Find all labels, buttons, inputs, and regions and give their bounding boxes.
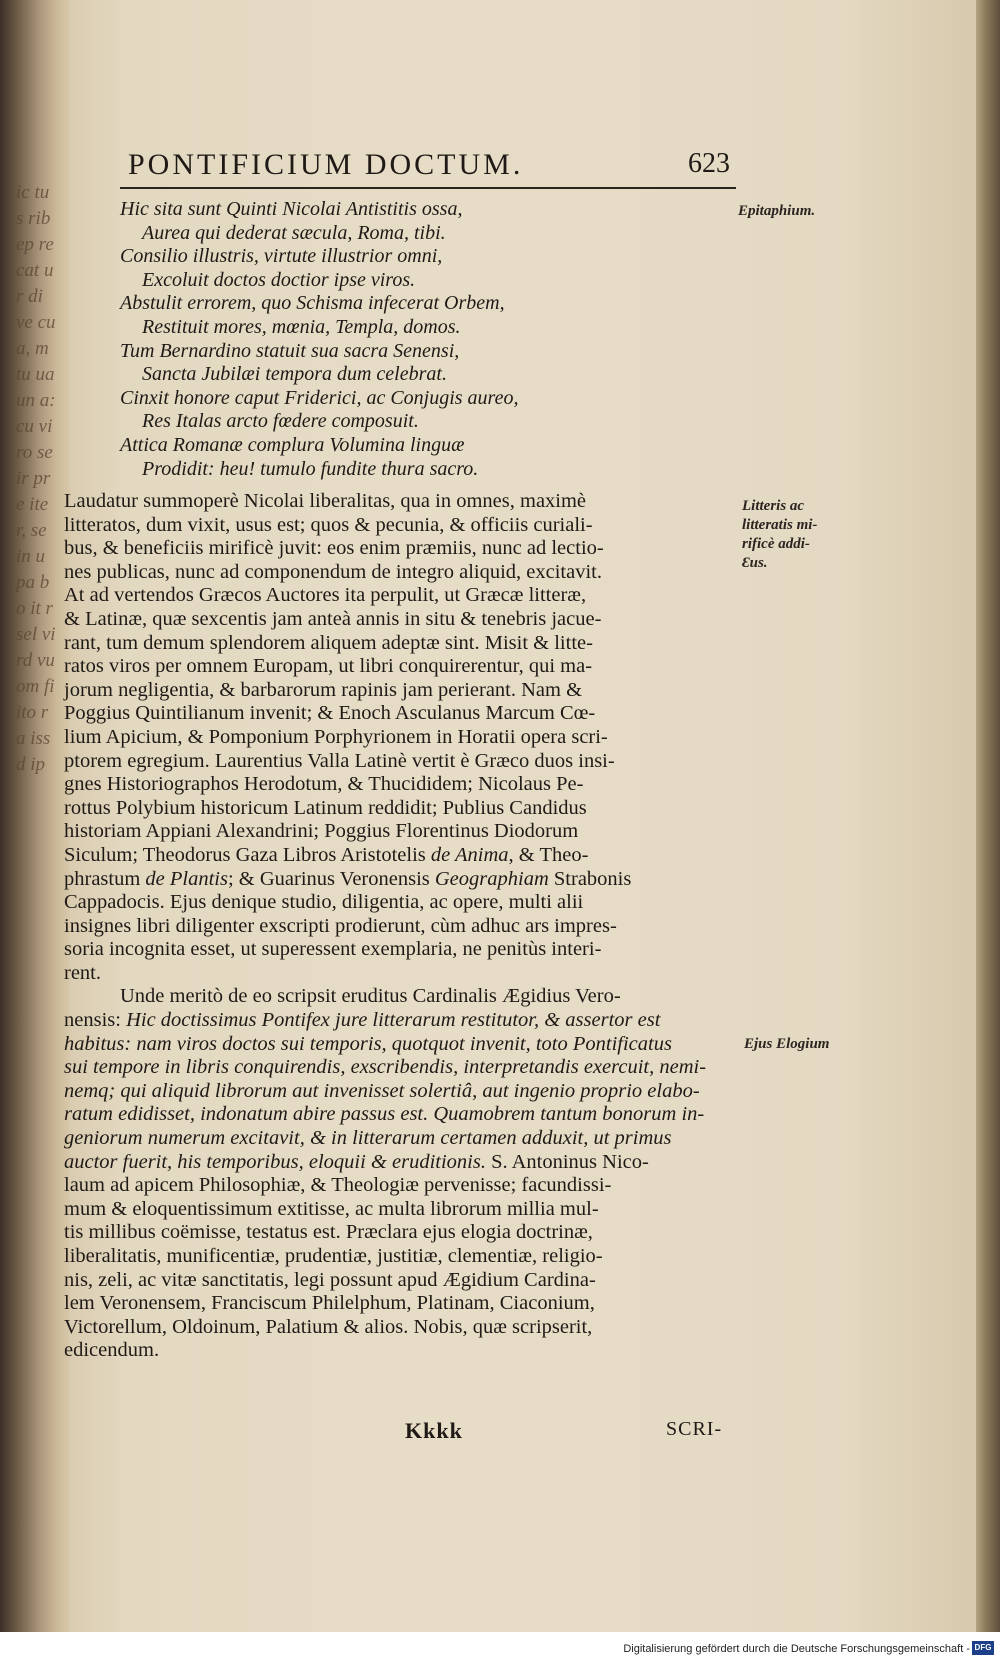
- text-line: tis millibus coëmisse, testatus est. Præclara ejus elogia doctrinæ,: [64, 1221, 593, 1244]
- italic-title: Geographiam: [434, 867, 549, 890]
- text-line: Unde meritò de eo scripsit eruditus Cardinalis Ægidius Vero-: [120, 985, 621, 1008]
- text-segment: Siculum; Theodorus Gaza Libros Aristotelis: [64, 843, 431, 866]
- text-line: jorum negligentia, & barbarorum rapinis jam perierant. Nam &: [64, 678, 583, 701]
- digitization-footer: [0, 1632, 1000, 1669]
- italic-title: de Anima: [430, 843, 509, 866]
- text-line: soria incognita esset, ut superessent exemplaria, ne penitùs interi-: [64, 938, 602, 961]
- text-line: Laudatur summoperè Nicolai liberalitas, qua in omnes, maximè: [64, 490, 587, 512]
- text-line: Cappadocis. Ejus denique studio, diligentia, ac opere, multi alii: [64, 891, 584, 914]
- text-segment: S. Antoninus Nico-: [485, 1150, 649, 1173]
- text-line: At ad vertendos Græcos Auctores ita perpulit, ut Græcæ litteræ,: [64, 584, 587, 607]
- margin-note-epitaphium: Epitaphium.: [738, 203, 816, 219]
- text-line: lium Apicium, & Pomponium Porphyrionem in Horatii opera scri-: [64, 725, 608, 748]
- text-line: rant, tum demum splendorem aliquem adeptæ sint. Misit & litte-: [64, 631, 593, 654]
- text-line: historiam Appiani Alexandrini; Poggius Florentinus Diodorum: [64, 820, 579, 843]
- text-line: [64, 844, 750, 868]
- quotation-line: ratum edidisset, indonatum abire passus est. Quamobrem tantum bonorum in-: [64, 1103, 705, 1126]
- text-line: litteratos, dum vixit, usus est; quos & pecunia, & officiis curiali-: [64, 513, 593, 536]
- poem-line: Cinxit honore caput Friderici, ac Conjugis aureo,: [120, 386, 519, 409]
- quotation: auctor fuerit, his temporibus, eloquii & eruditionis.: [64, 1150, 486, 1173]
- book-gutter: [0, 0, 70, 1632]
- margin-note-line: Litteris ac: [742, 498, 805, 514]
- catchword: SCRI-: [666, 1418, 723, 1440]
- text-line: insignes libri diligenter exscripti prodierunt, cùm adhuc ars impres-: [64, 914, 617, 937]
- text-line: & Latinæ, quæ sexcentis jam anteà annis in situ & tenebris jacue-: [64, 607, 602, 630]
- body-text: [64, 490, 750, 1363]
- poem-line: Attica Romanæ complura Volumina linguæ: [120, 433, 465, 456]
- funding-credit: Digitalisierung gefördert durch die Deutsche Forschungsgemeinschaft -: [623, 1643, 970, 1655]
- text-line: nes publicas, nunc ad componendum de integro aliquid, excitavit.: [64, 560, 602, 583]
- poem-line: Restituit mores, mœnia, Templa, domos.: [142, 315, 461, 338]
- poem-line: Res Italas arcto fœdere composuit.: [142, 410, 419, 433]
- margin-note-line: litteratis mi-: [742, 517, 818, 533]
- text-line: ptorem egregium. Laurentius Valla Latinè vertit è Græco duos insi-: [64, 749, 615, 772]
- text-line: Poggius Quintilianum invenit; & Enoch Asculanus Marcum Cœ-: [64, 702, 596, 725]
- signature-mark: Kkkk: [405, 1418, 463, 1443]
- text-line: gnes Historiographos Herodotum, & Thucididem; Nicolaus Pe-: [64, 773, 584, 796]
- text-line: rent.: [64, 961, 101, 984]
- text-segment: ; & Guarinus Veronensis: [227, 867, 435, 890]
- poem-line: Hic sita sunt Quinti Nicolai Antistitis ossa,: [120, 198, 463, 220]
- text-line: bus, & beneficiis mirificè juvit: eos enim præmiis, nunc ad lectio-: [64, 537, 604, 560]
- header-rule: [120, 187, 736, 189]
- text-line: mum & eloquentissimum extitisse, ac multa librorum millia mul-: [64, 1197, 599, 1220]
- text-line: liberalitatis, munificentiæ, prudentiæ, justitiæ, clementiæ, religio-: [64, 1245, 603, 1267]
- text-line: Victorellum, Oldoinum, Palatium & alios. Nobis, quæ scripserit,: [64, 1315, 593, 1338]
- epitaph-poem: [120, 198, 700, 481]
- margin-note-line: rificè addi-: [742, 536, 810, 552]
- dfg-logo-icon: DFG: [972, 1641, 994, 1655]
- page-edge: [976, 0, 1000, 1632]
- text-line: ratos viros per omnem Europam, ut libri conquirerentur, qui ma-: [64, 655, 593, 678]
- margin-note-litteris: [742, 497, 817, 573]
- text-segment: nensis:: [64, 1009, 127, 1032]
- text-line: edicendum.: [64, 1339, 160, 1362]
- quotation-line: sui tempore in libris conquirendis, exscribendis, interpretandis exercuit, nemi-: [64, 1056, 707, 1079]
- poem-line: Abstulit errorem, quo Schisma infecerat Orbem,: [120, 292, 505, 315]
- quotation-line: nemq; qui aliquid librorum aut invenisset solertiâ, aut ingenio proprio elabo-: [64, 1079, 700, 1102]
- italic-title: de Plantis: [145, 867, 228, 890]
- text-line: lem Veronensem, Franciscum Philelphum, Platinam, Ciaconium,: [64, 1292, 595, 1315]
- quotation: Hic doctissimus Pontifex jure litterarum restitutor, & assertor est: [126, 1009, 661, 1032]
- text-line: laum ad apicem Philosophiæ, & Theologiæ pervenisse; facundissi-: [64, 1174, 612, 1197]
- text-segment: Strabonis: [548, 867, 632, 890]
- running-title: PONTIFICIUM DOCTUM.: [128, 148, 524, 181]
- quotation-line: geniorum numerum excitavit, & in litterarum certamen adduxit, ut primus: [64, 1127, 672, 1150]
- poem-line: Tum Bernardino statuit sua sacra Senensi,: [120, 339, 460, 362]
- page-number: 623: [688, 148, 730, 179]
- text-line: [64, 868, 750, 892]
- margin-note-elogium: Ejus Elogium: [744, 1036, 830, 1052]
- poem-line: Excoluit doctos doctior ipse viros.: [142, 268, 416, 291]
- text-segment: , & Theo-: [508, 843, 589, 866]
- text-segment: phrastum: [64, 867, 146, 890]
- text-line: nis, zeli, ac vitæ sanctitatis, legi possunt apud Ægidium Cardina-: [64, 1268, 596, 1291]
- poem-line: Aurea qui dederat sæcula, Roma, tibi.: [142, 221, 446, 244]
- poem-line: Prodidit: heu! tumulo fundite thura sacro.: [142, 457, 479, 480]
- poem-line: Consilio illustris, virtute illustrior omni,: [120, 245, 443, 268]
- quotation-line: habitus: nam viros doctos sui temporis, quotquot invenit, toto Pontificatus: [64, 1032, 672, 1055]
- text-line: [64, 1151, 750, 1175]
- gutter-text-fragments: ic tus rib ep re cat ur di ve cu a, m tu ua un a: cu vi ro se ir pre ite r, se in u pa bo it r sel vi rd vu om fi ito ra iss d ip: [16, 182, 56, 775]
- text-line: [64, 1009, 750, 1033]
- text-line: rottus Polybium historicum Latinum reddidit; Publius Candidus: [64, 796, 587, 819]
- poem-line: Sancta Jubilæi tempora dum celebrat.: [142, 363, 447, 386]
- margin-note-line: Ɛus.: [742, 555, 768, 571]
